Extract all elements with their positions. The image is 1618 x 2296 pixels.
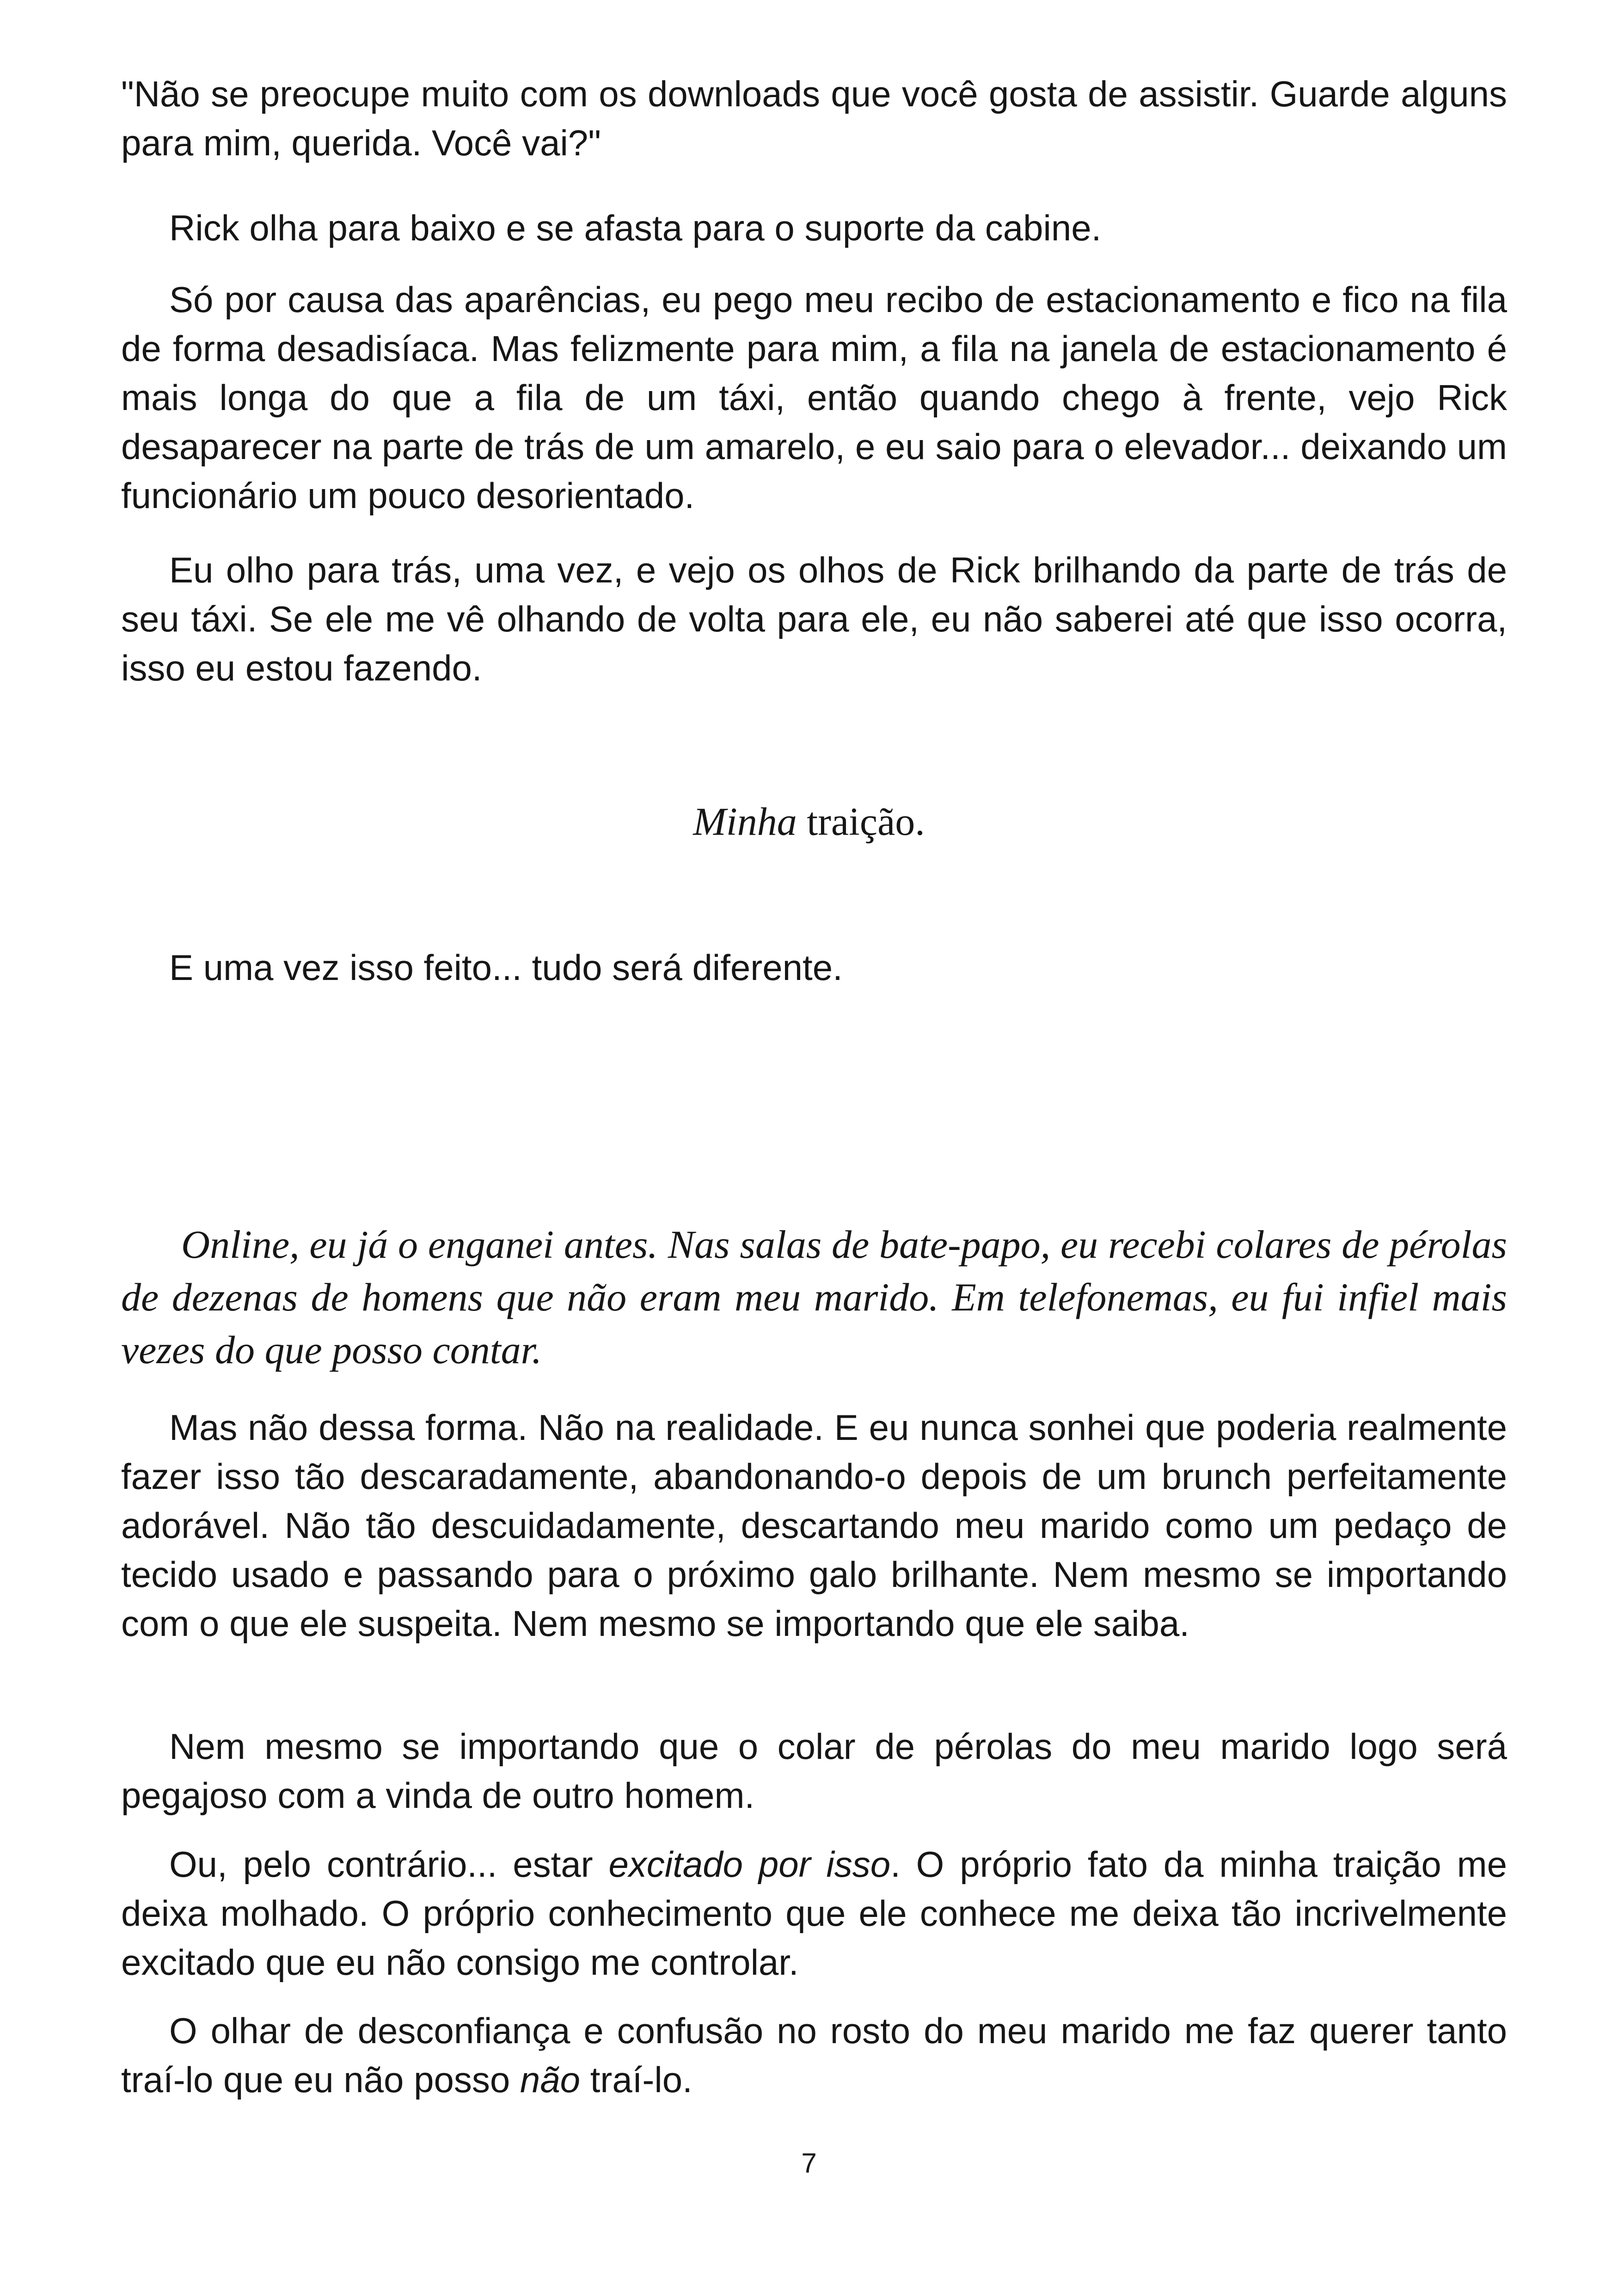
paragraph-husband-look xyxy=(121,2006,1507,2104)
paragraph-husband-look-start: O olhar de desconfiança e confusão no rosto do meu marido me faz querer tanto traí-lo que eu não posso xyxy=(121,2010,1507,2100)
paragraph-looking-back: Eu olho para trás, uma vez, e vejo os olhos de Rick brilhando da parte de trás de seu táxi. Se ele me vê olhando de volta para ele, eu não saberei até que isso ocorra, isso eu estou fazendo. xyxy=(121,550,1507,688)
paragraph-dialogue: "Não se preocupe muito com os downloads que você gosta de assistir. Guarde alguns para mim, querida. Você vai?" xyxy=(121,73,1507,163)
paragraph-husband-look-emphasis: não xyxy=(520,2059,581,2100)
paragraph-excited-start: Ou, pelo contrário... estar xyxy=(169,1844,609,1885)
paragraph-online-italic: Online, eu já o enganei antes. Nas salas de bate-papo, eu recebi colares de pérolas de dezenas de homens que não eram meu marido. Em telefonemas, eu fui infiel mais vezes do que posso contar. xyxy=(121,1222,1507,1372)
section-heading xyxy=(0,795,1618,848)
page-number: 7 xyxy=(801,2148,817,2179)
paragraph-once-done: E uma vez isso feito... tudo será diferente. xyxy=(169,947,843,988)
paragraph-pearl-necklace: Nem mesmo se importando que o colar de pérolas do meu marido logo será pegajoso com a vinda de outro homem. xyxy=(121,1726,1507,1816)
paragraph-rick-looks-down: Rick olha para baixo e se afasta para o suporte da cabine. xyxy=(169,208,1102,248)
paragraph-parking-receipt: Só por causa das aparências, eu pego meu recibo de estacionamento e fico na fila de forma desadisíaca. Mas felizmente para mim, a fila na janela de estacionamento é mais longa do que a fila de um táxi, então quando chego à frente, vejo Rick desaparecer na parte de trás de um amarelo, e eu saio para o elevador... deixando um funcionário um pouco desorientado. xyxy=(121,279,1507,516)
paragraph-excited-end: . O próprio fato da minha traição me deixa molhado. O próprio conhecimento que ele conhece me deixa tão incrivelmente excitado que eu não consigo me controlar. xyxy=(121,1844,1508,1983)
heading-italic-word: Minha xyxy=(693,799,797,844)
paragraph-not-this-way: Mas não dessa forma. Não na realidade. E eu nunca sonhei que poderia realmente fazer isso tão descaradamente, abandonando-o depois de um brunch perfeitamente adorável. Não tão descuidadamente, descartando meu marido como um pedaço de tecido usado e passando para o próximo galo brilhante. Nem mesmo se importando com o que ele suspeita. Nem mesmo se importando que ele saiba. xyxy=(121,1407,1507,1644)
paragraph-excited xyxy=(121,1840,1507,1987)
paragraph-excited-emphasis: excitado por isso xyxy=(608,1844,891,1885)
heading-rest: traição. xyxy=(797,799,925,844)
paragraph-husband-look-end: traí-lo. xyxy=(580,2059,693,2100)
